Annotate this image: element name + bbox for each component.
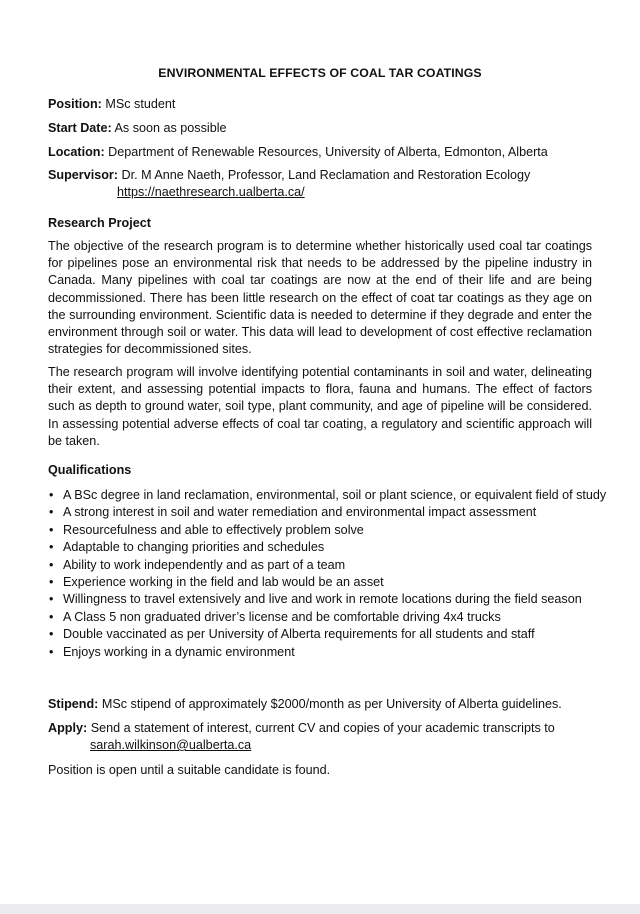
apply-value: Send a statement of interest, current CV and copies of your academic transcripts to: [90, 721, 555, 735]
bullet-icon: •: [49, 540, 54, 555]
list-item-text: Willingness to travel extensively and live and work in remote locations during the field season: [63, 592, 582, 607]
research-paragraph-1-text: The objective of the research program is to determine whether historically used coal tar coatings for pipelines pose an environmental risk that needs to be addressed by the pipeline industry in Canada. Many pipelines with coal tar coatings are now at the end of their life and are being decommissioned. There has been little research on the effect of coat tar coatings as they age on the surrounding environment. Scientific data is needed to determine if they degrade and enter the environment through soil or water. This data will lead to development of cost effective reclamation strategies for decommissioned sites.: [48, 239, 592, 357]
location-value: Department of Renewable Resources, University of Alberta, Edmonton, Alberta: [108, 145, 548, 159]
list-item: [48, 504, 608, 521]
bullet-icon: •: [49, 505, 54, 520]
bullet-icon: •: [49, 592, 54, 607]
qualifications-list: [48, 487, 608, 661]
apply-email-link[interactable]: sarah.wilkinson@ualberta.ca: [90, 738, 252, 752]
list-item-text: Double vaccinated as per University of Alberta requirements for all students and staff: [63, 627, 535, 642]
location-line: [48, 144, 548, 161]
research-paragraph-2: [48, 364, 592, 450]
stipend-label: Stipend:: [48, 697, 99, 711]
supervisor-line: [48, 167, 530, 184]
bullet-icon: •: [49, 627, 54, 642]
list-item-text: Ability to work independently and as part of a team: [63, 557, 346, 572]
research-paragraph-1: [48, 238, 592, 358]
list-item: [48, 574, 608, 591]
list-item: [48, 522, 608, 539]
research-paragraph-2-text: The research program will involve identifying potential contaminants in soil and water, delineating their extent, and assessing potential impacts to flora, fauna and humans. The effect of factors such as depth to ground water, soil type, plant community, and age of pipeline will be considered. In assessing potential adverse effects of coal tar coating, a regulatory and scientific approach will be taken.: [48, 365, 592, 448]
apply-label: Apply:: [48, 721, 88, 735]
position-label: Position:: [48, 97, 102, 111]
list-item-text: A strong interest in soil and water remediation and environmental impact assessment: [63, 505, 537, 520]
list-item: [48, 626, 608, 643]
bullet-icon: •: [49, 609, 54, 624]
qualifications-heading: Qualifications: [48, 463, 132, 477]
list-item: [48, 557, 608, 574]
start-date-value: As soon as possible: [114, 121, 227, 135]
list-item-text: Enjoys working in a dynamic environment: [63, 644, 295, 659]
list-item-text: Adaptable to changing priorities and schedules: [63, 540, 325, 555]
supervisor-value: Dr. M Anne Naeth, Professor, Land Reclamation and Restoration Ecology: [121, 168, 531, 182]
list-item-text: A Class 5 non graduated driver’s license and be comfortable driving 4x4 trucks: [63, 609, 501, 624]
start-date-line: [48, 120, 227, 137]
position-line: [48, 96, 175, 113]
document-title: ENVIRONMENTAL EFFECTS OF COAL TAR COATINGS: [158, 66, 482, 80]
start-date-label: Start Date:: [48, 121, 112, 135]
research-project-heading: Research Project: [48, 216, 151, 230]
list-item: [48, 609, 608, 626]
bullet-icon: •: [49, 575, 54, 590]
bullet-icon: •: [49, 557, 54, 572]
list-item: [48, 487, 608, 504]
list-item: [48, 539, 608, 556]
stipend-line: [48, 696, 562, 713]
bullet-icon: •: [49, 522, 54, 537]
apply-line: [48, 720, 555, 737]
list-item-text: Resourcefulness and able to effectively problem solve: [63, 522, 364, 537]
position-value: MSc student: [105, 97, 176, 111]
supervisor-website-link[interactable]: https://naethresearch.ualberta.ca/: [117, 185, 305, 199]
supervisor-label: Supervisor:: [48, 168, 118, 182]
closing-line: Position is open until a suitable candidate is found.: [48, 763, 331, 777]
bullet-icon: •: [49, 644, 54, 659]
list-item: [48, 591, 608, 608]
list-item-text: Experience working in the field and lab would be an asset: [63, 575, 384, 590]
location-label: Location:: [48, 145, 105, 159]
page-bottom-edge: [0, 904, 640, 914]
list-item-text: A BSc degree in land reclamation, environmental, soil or plant science, or equivalent field of study: [63, 488, 607, 502]
list-item: [48, 644, 608, 661]
stipend-value: MSc stipend of approximately $2000/month as per University of Alberta guidelines.: [101, 697, 562, 711]
bullet-icon: •: [49, 488, 54, 502]
